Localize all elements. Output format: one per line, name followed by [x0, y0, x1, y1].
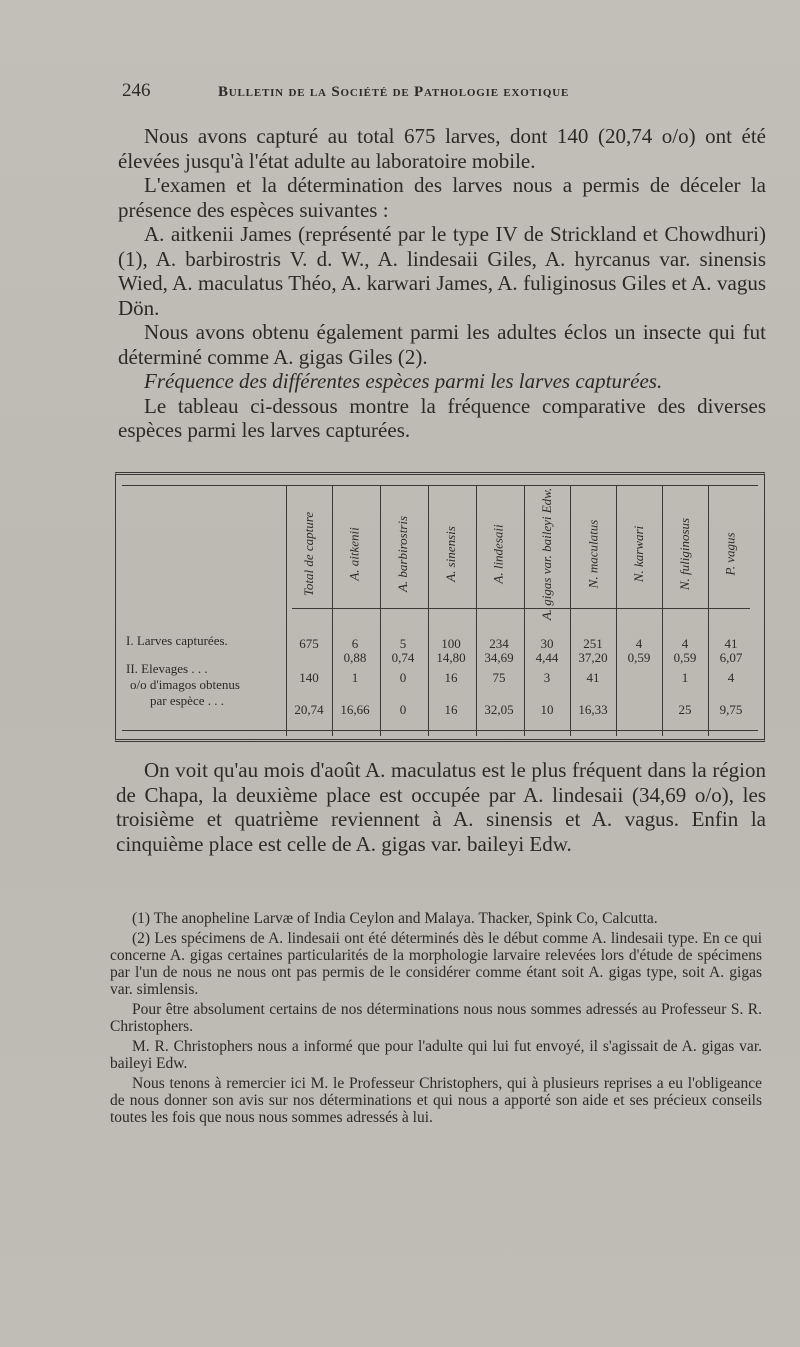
column-header: A. gigas var. baileyi Edw.: [539, 487, 554, 621]
table-cell: 14,80: [436, 650, 466, 665]
row-label: II. Elevages . . .: [126, 661, 208, 676]
table-cell: 16,33: [578, 702, 608, 717]
table-cell: 100: [441, 636, 461, 651]
paragraph-conclusion: On voit qu'au mois d'août A. maculatus est le plus fréquent dans la région de Chapa, la deuxième place est occupée par A. lindesaii (34,69 o/o), les troisième et quatrième reviennent à A. sinensis et A. vagus. Enfin la cinquième place est celle de A. gigas var. baileyi Edw.: [116, 758, 766, 856]
paragraph: L'examen et la détermination des larves nous a permis de déceler la présence des espèces suivantes :: [118, 173, 766, 222]
footnote: (2) Les spécimens de A. lindesaii ont été déterminés dès le début comme A. lindesaii type. En ce qui concerne A. gigas certaines particularités de la morphologie larvaire relevées lors d'étude de spécimens par l'un de nous ne nous ont pas permis de le considérer comme étant soit A. gigas type, soit A. gigas var. simlensis.: [110, 930, 762, 998]
column-header: N. fuliginosus: [677, 517, 692, 591]
column-header: Total de capture: [301, 511, 317, 597]
footnote: Nous tenons à remercier ici M. le Professeur Christophers, qui à plusieurs reprises a eu l'obligeance de nous donner son avis sur nos déterminations et qui nous a apporté son aide et ses précieux conseils toutes les fois que nous nous sommes adressés à lui.: [110, 1075, 762, 1126]
table-cell: 675: [299, 636, 319, 651]
table-inner: [122, 485, 758, 731]
page-number: 246: [122, 80, 151, 101]
footnote: Pour être absolument certains de nos déterminations nous nous sommes adressés au Professeur S. R. Christophers.: [110, 1001, 762, 1035]
paragraph: Le tableau ci-dessous montre la fréquence comparative des diverses espèces parmi les larves capturées.: [118, 393, 766, 442]
footnote: (1) The anopheline Larvæ of India Ceylon and Malaya. Thacker, Spink Co, Calcutta.: [132, 910, 658, 927]
table-cell: 9,75: [719, 702, 743, 717]
table-cell: 32,05: [484, 702, 514, 717]
table-cell: 140: [299, 670, 319, 685]
table-cell: 41: [586, 670, 600, 685]
table-cell: 25: [678, 702, 692, 717]
paragraph: Nous avons capturé au total 675 larves, dont 140 (20,74 o/o) ont été élevées jusqu'à l'état adulte au laboratoire mobile.: [118, 124, 766, 173]
column-header: A. barbirostris: [395, 515, 410, 593]
paragraph-species-list: A. aitkenii James (représenté par le type IV de Strickland et Chowdhuri) (1), A. barbirostris V. d. W., A. lindesaii Giles, A. hyrcanus var. sinensis Wied, A. maculatus Théo, A. karwari James, A. fuliginosus Giles et A. vagus Dön.: [118, 222, 766, 320]
table-cell: 1: [351, 670, 359, 685]
table-cell: 4: [681, 636, 689, 651]
footnotes: [110, 910, 762, 1129]
row-label: I. Larves capturées.: [126, 633, 228, 648]
table-cell: 41: [724, 636, 738, 651]
table-cell: 3: [543, 670, 551, 685]
paragraph: Nous avons obtenu également parmi les adultes éclos un insecte qui fut déterminé comme A. gigas Giles (2).: [118, 320, 766, 369]
body-text-bottom: [116, 758, 766, 856]
table-cell: 4: [727, 670, 735, 685]
column-header: P. vagus: [723, 532, 739, 576]
table-cell: 251: [583, 636, 603, 651]
column-header: A. lindesaii: [491, 524, 506, 584]
column-header: A. aitkenii: [347, 527, 362, 581]
table-cell: 4,44: [535, 650, 559, 665]
table-cell: 16: [444, 670, 458, 685]
table-cell: 75: [492, 670, 506, 685]
frequency-table: [115, 472, 765, 742]
footnote: M. R. Christophers nous a informé que pour l'adulte qui lui fut envoyé, il s'agissait de A. gigas var. baileyi Edw.: [110, 1038, 762, 1072]
table-cell: 0,74: [391, 650, 415, 665]
body-text-top: [118, 124, 766, 443]
table-cell: 0,88: [343, 650, 367, 665]
section-heading: Fréquence des différentes espèces parmi les larves capturées.: [144, 369, 663, 393]
table-cell: 20,74: [294, 702, 324, 717]
column-header: A. sinensis: [443, 526, 458, 582]
table-cell: 0,59: [673, 650, 697, 665]
table-cell: 0: [399, 670, 407, 685]
table-cell: 0: [399, 702, 407, 717]
table-cell: 234: [489, 636, 509, 651]
running-title: Bulletin de la Société de Pathologie exotique: [218, 84, 570, 100]
table-cell: 1: [681, 670, 689, 685]
table-cell: 16: [444, 702, 458, 717]
table-cell: 37,20: [578, 650, 608, 665]
column-header: N. maculatus: [585, 519, 600, 589]
table-cell: 30: [540, 636, 554, 651]
page-header: [122, 80, 682, 102]
table-cell: 5: [399, 636, 407, 651]
table-cell: 0,59: [627, 650, 651, 665]
table-cell: 6: [351, 636, 359, 651]
row-label: par espèce . . .: [150, 693, 224, 708]
row-label: o/o d'imagos obtenus: [130, 677, 240, 692]
table-cell: 16,66: [340, 702, 370, 717]
table-cell: 6,07: [719, 650, 743, 665]
table-cell: 4: [635, 636, 643, 651]
table-cell: 34,69: [484, 650, 514, 665]
column-header: N. karwari: [631, 525, 646, 583]
table-cell: 10: [540, 702, 554, 717]
